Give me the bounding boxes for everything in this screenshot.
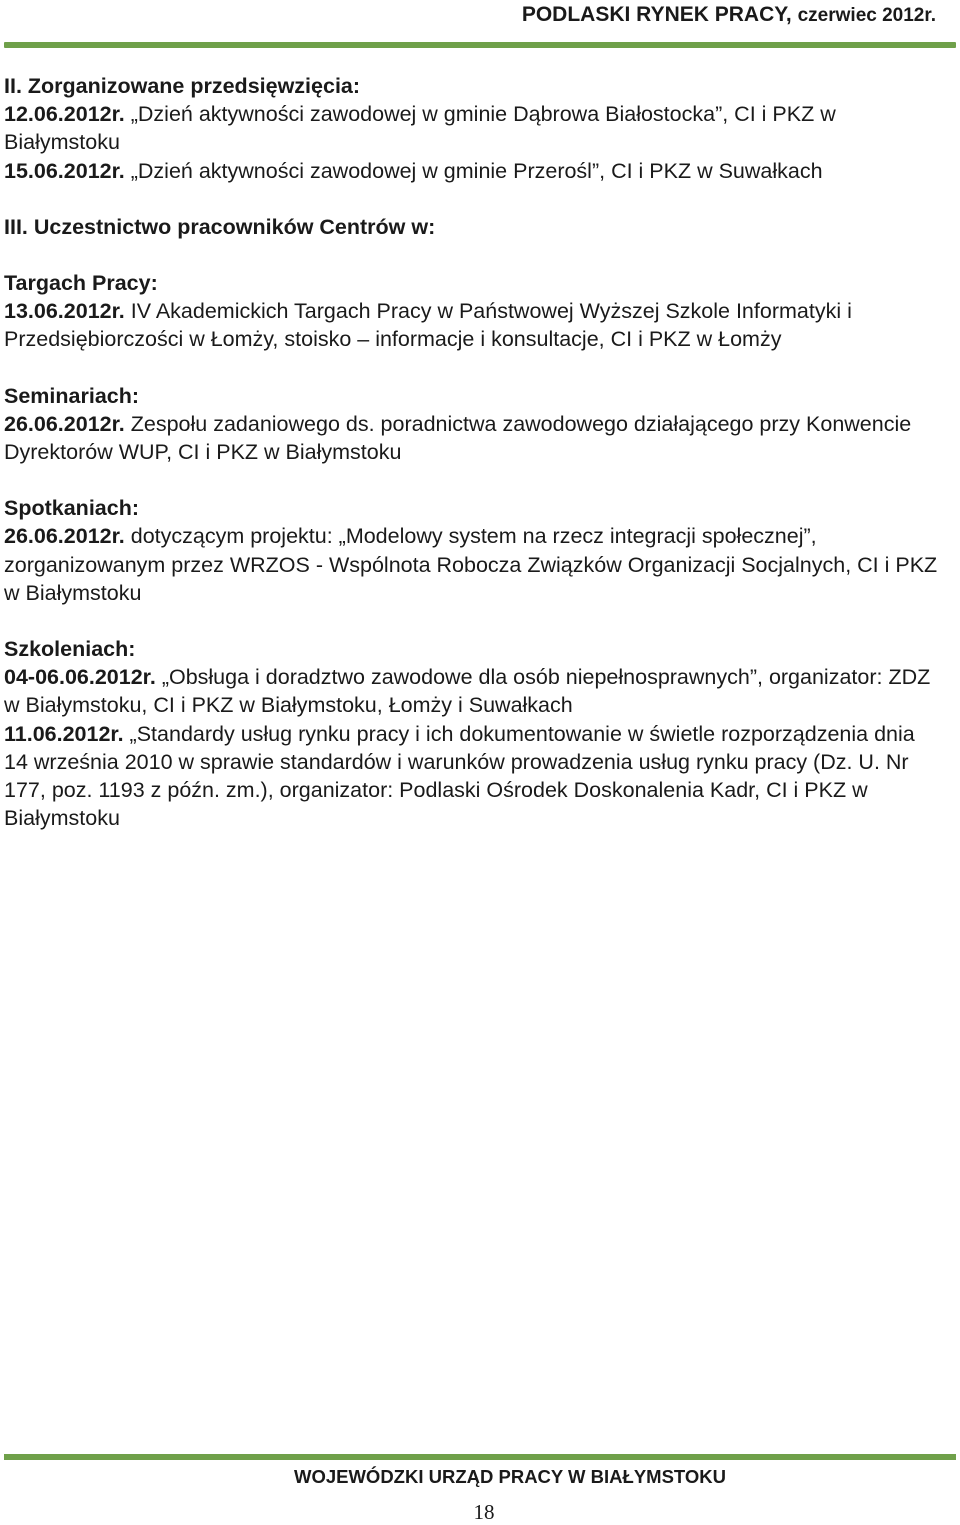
- item-date: 13.06.2012r.: [4, 299, 125, 324]
- subheading-fairs: Targach Pracy:: [4, 271, 158, 296]
- publication-month: czerwiec 2012r.: [797, 5, 936, 26]
- item-text: Zespołu zadaniowego ds. poradnictwa zawodowego działającego przy Konwencie Dyrektorów WUP, CI i PKZ w Białymstoku: [4, 411, 912, 465]
- footer-divider: [4, 1454, 956, 1460]
- subheading-seminars: Seminariach:: [4, 383, 140, 408]
- list-item: [4, 410, 938, 466]
- publication-name: PODLASKI RYNEK PRACY,: [521, 3, 798, 26]
- item-date: 12.06.2012r.: [4, 102, 125, 127]
- item-date: 04-06.06.2012r.: [4, 665, 156, 690]
- item-date: 26.06.2012r.: [4, 411, 125, 436]
- item-text: „Dzień aktywności zawodowej w gminie Dąbrowa Białostocka”, CI i PKZ w Białymstoku: [4, 102, 836, 155]
- list-item: [4, 100, 938, 156]
- item-text: „Dzień aktywności zawodowej w gminie Przerośl”, CI i PKZ w Suwałkach: [124, 158, 823, 183]
- spacer: [4, 185, 938, 213]
- section-heading-participation: III. Uczestnictwo pracowników Centrów w:: [4, 214, 436, 239]
- item-text: dotyczącym projektu: „Modelowy system na rzecz integracji społecznej”, zorganizowanym przez WRZOS - Wspólnota Robocza Związków Organizacji Socjalnych, CI i PKZ w Białymstoku: [4, 524, 938, 605]
- item-text: „Obsługa i doradztwo zawodowe dla osób niepełnosprawnych”, organizator: ZDZ w Białymstoku, CI i PKZ w Białymstoku, Łomży i Suwałkach: [4, 665, 931, 718]
- document-body: [4, 72, 938, 832]
- spacer: [4, 354, 938, 382]
- spacer: [4, 241, 938, 269]
- list-item: [4, 720, 938, 833]
- page-number: 18: [473, 1500, 495, 1524]
- footer-organization: WOJEWÓDZKI URZĄD PRACY W BIAŁYMSTOKU: [293, 1466, 726, 1487]
- item-date: 11.06.2012r.: [4, 721, 124, 746]
- item-date: 15.06.2012r.: [4, 158, 125, 183]
- item-text: „Standardy usług rynku pracy i ich dokumentowanie w świetle rozporządzenia dnia 14 września 2010 w sprawie standardów i warunków prowadzenia usług rynku pracy (Dz. U. Nr 177, poz. 1193 z późn. zm.), organizator: Podlaski Ośrodek Doskonalenia Kadr, CI i PKZ w Białymstoku: [4, 721, 915, 831]
- spacer: [4, 466, 938, 494]
- list-item: [4, 297, 938, 353]
- item-text: IV Akademickich Targach Pracy w Państwowej Wyższej Szkole Informatyki i Przedsiębiorczości w Łomży, stoisko – informacje i konsultacje, CI i PKZ w Łomży: [4, 299, 852, 352]
- list-item: [4, 522, 938, 607]
- header-divider: [4, 42, 956, 48]
- subheading-trainings: Szkoleniach:: [4, 637, 136, 662]
- subheading-meetings: Spotkaniach:: [4, 496, 139, 521]
- section-heading-organized: II. Zorganizowane przedsięwzięcia:: [4, 74, 361, 98]
- list-item: [4, 157, 938, 185]
- spacer: [4, 607, 938, 635]
- item-date: 26.06.2012r.: [4, 524, 125, 549]
- list-item: [4, 663, 938, 719]
- publication-title: [522, 3, 936, 27]
